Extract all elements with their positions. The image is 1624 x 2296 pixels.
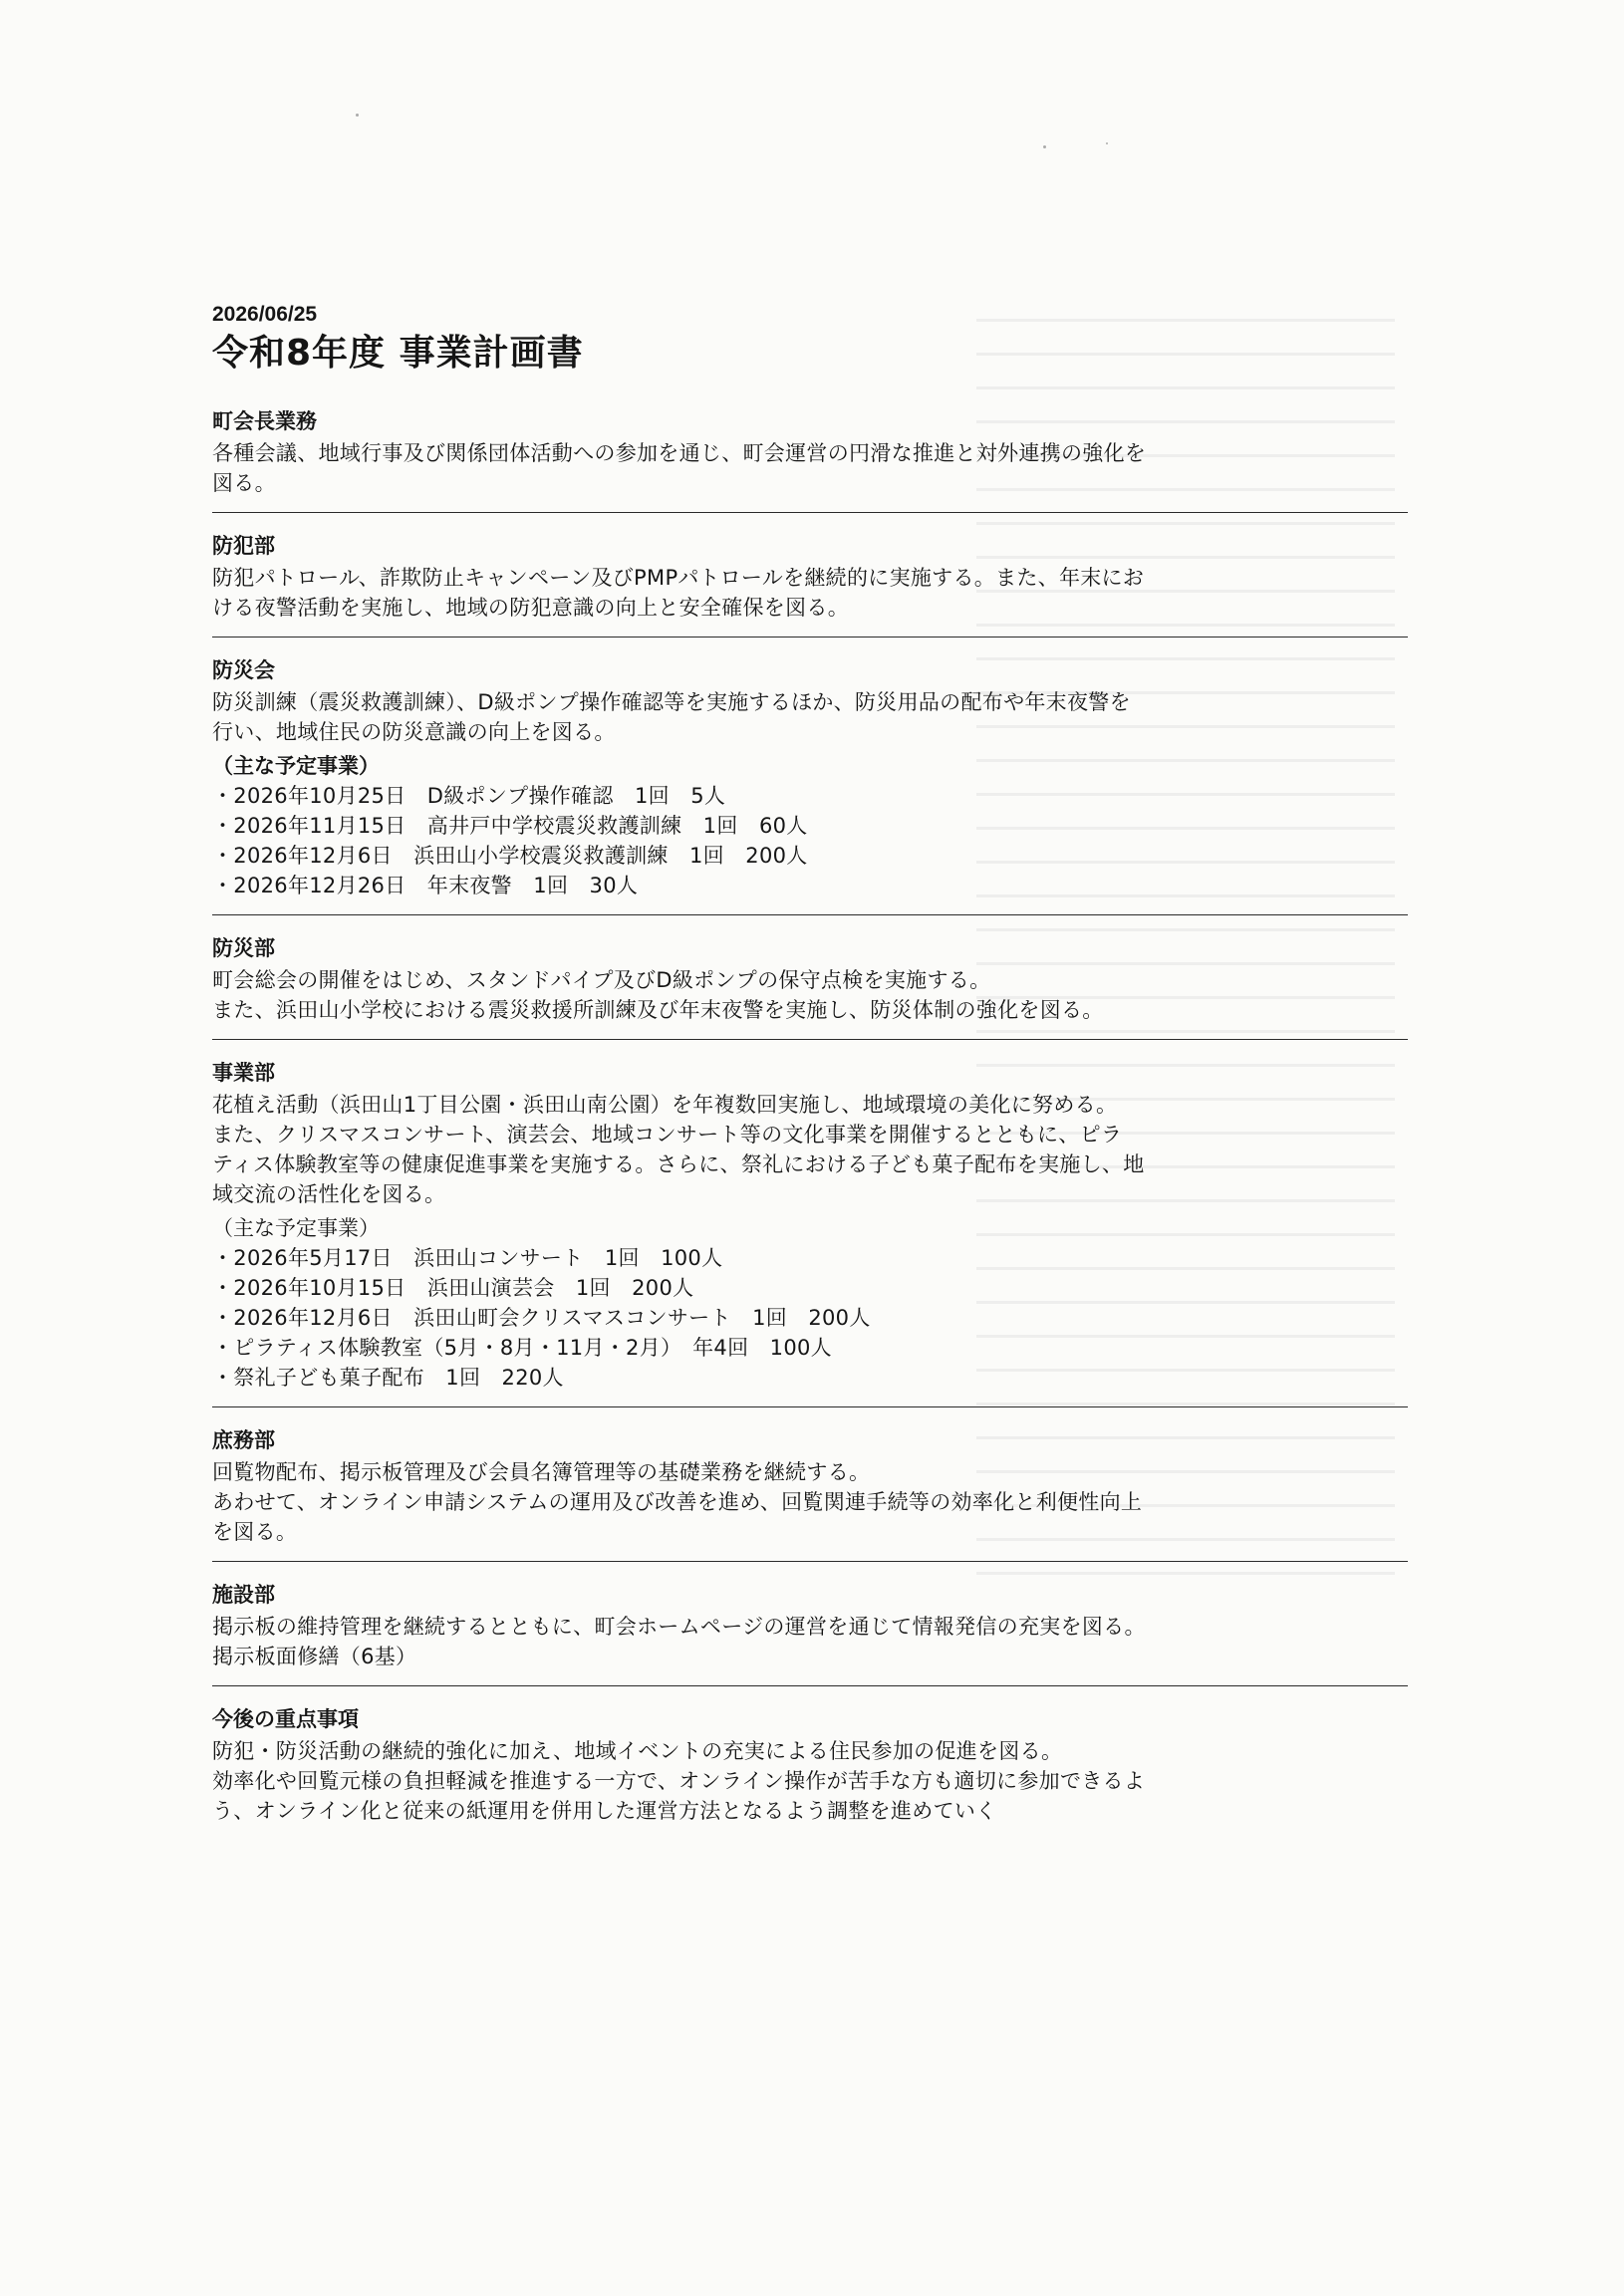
- document-date: 2026/06/25: [212, 303, 318, 326]
- section-events-department: [212, 1058, 1458, 1393]
- scan-speck: [356, 114, 359, 117]
- section-general-affairs: [212, 1425, 1458, 1547]
- section-heading: 施設部: [212, 1583, 275, 1607]
- list-item: ・2026年12月26日 年末夜警 1回 30人: [212, 874, 639, 897]
- planned-events-list: [212, 781, 1458, 900]
- scan-speck: [1043, 145, 1046, 148]
- document-page: [212, 301, 1458, 1826]
- section-heading: 町会長業務: [212, 409, 317, 433]
- section-heading: 防災部: [212, 936, 275, 960]
- section-body: 防犯・防災活動の継続的強化に加え、地域イベントの充実による住民参加の促進を図る。 効率化や回覧元様の負担軽減を推進する一方で、オンライン操作が苦手な方も適切に参加できるよ う、オンライン化と従来の紙運用を併用した運営方法となるよう調整を進めていく: [212, 1739, 1146, 1823]
- divider: [212, 1039, 1408, 1040]
- list-item: ・2026年5月17日 浜田山コンサート 1回 100人: [212, 1246, 723, 1270]
- planned-events-heading: （主な予定事業）: [212, 1216, 380, 1240]
- list-item: ・2026年12月6日 浜田山小学校震災救護訓練 1回 200人: [212, 844, 808, 868]
- divider: [212, 1685, 1408, 1686]
- section-crime-prevention: [212, 531, 1458, 623]
- section-heading: 防災会: [212, 658, 275, 682]
- section-body: 掲示板の維持管理を継続するとともに、町会ホームページの運営を通じて情報発信の充実を図る。 掲示板面修繕（6基）: [212, 1615, 1146, 1668]
- section-body: 各種会議、地域行事及び関係団体活動への参加を通じ、町会運営の円滑な推進と対外連携の強化を 図る。: [212, 441, 1147, 495]
- list-item: ・ピラティス体験教室（5月・8月・11月・2月） 年4回 100人: [212, 1336, 832, 1360]
- scan-speck: [1106, 142, 1108, 144]
- list-item: ・祭礼子ども菓子配布 1回 220人: [212, 1366, 564, 1390]
- section-facilities: [212, 1580, 1458, 1671]
- list-item: ・2026年10月15日 浜田山演芸会 1回 200人: [212, 1276, 694, 1300]
- section-body: 防災訓練（震災救護訓練）、D級ポンプ操作確認等を実施するほか、防災用品の配布や年末夜警を 行い、地域住民の防災意識の向上を図る。: [212, 690, 1131, 744]
- list-item: ・2026年12月6日 浜田山町会クリスマスコンサート 1回 200人: [212, 1306, 871, 1330]
- divider: [212, 512, 1408, 513]
- section-body: 防犯パトロール、詐欺防止キャンペーン及びPMPパトロールを継続的に実施する。また、年末にお ける夜警活動を実施し、地域の防犯意識の向上と安全確保を図る。: [212, 566, 1145, 620]
- list-item: ・2026年10月25日 D級ポンプ操作確認 1回 5人: [212, 784, 726, 808]
- section-disaster-department: [212, 933, 1458, 1025]
- planned-events-list: [212, 1243, 1458, 1393]
- divider: [212, 1561, 1408, 1562]
- divider: [212, 914, 1408, 915]
- planned-events-heading: （主な予定事業）: [212, 754, 380, 778]
- section-heading: 今後の重点事項: [212, 1707, 359, 1731]
- divider: [212, 1406, 1408, 1407]
- section-heading: 事業部: [212, 1061, 275, 1085]
- section-disaster-association: [212, 655, 1458, 900]
- section-chairman: [212, 406, 1458, 498]
- section-body: 町会総会の開催をはじめ、スタンドパイプ及びD級ポンプの保守点検を実施する。 また、浜田山小学校における震災救援所訓練及び年末夜警を実施し、防災体制の強化を図る。: [212, 968, 1104, 1022]
- section-future-priorities: [212, 1704, 1458, 1826]
- divider: [212, 637, 1408, 638]
- document-title: 令和8年度 事業計画書: [212, 333, 584, 374]
- section-body: 花植え活動（浜田山1丁目公園・浜田山南公園）を年複数回実施し、地域環境の美化に努める。 また、クリスマスコンサート、演芸会、地域コンサート等の文化事業を開催するとともに、ピラ ティス体験教室等の健康促進事業を実施する。さらに、祭礼における子ども菓子配布を実施し、地 域交流の活性化を図る。: [212, 1093, 1145, 1206]
- section-heading: 庶務部: [212, 1428, 275, 1452]
- section-body: 回覧物配布、掲示板管理及び会員名簿管理等の基礎業務を継続する。 あわせて、オンライン申請システムの運用及び改善を進め、回覧関連手続等の効率化と利便性向上 を図る。: [212, 1460, 1143, 1544]
- section-heading: 防犯部: [212, 534, 275, 558]
- list-item: ・2026年11月15日 高井戸中学校震災救護訓練 1回 60人: [212, 814, 808, 838]
